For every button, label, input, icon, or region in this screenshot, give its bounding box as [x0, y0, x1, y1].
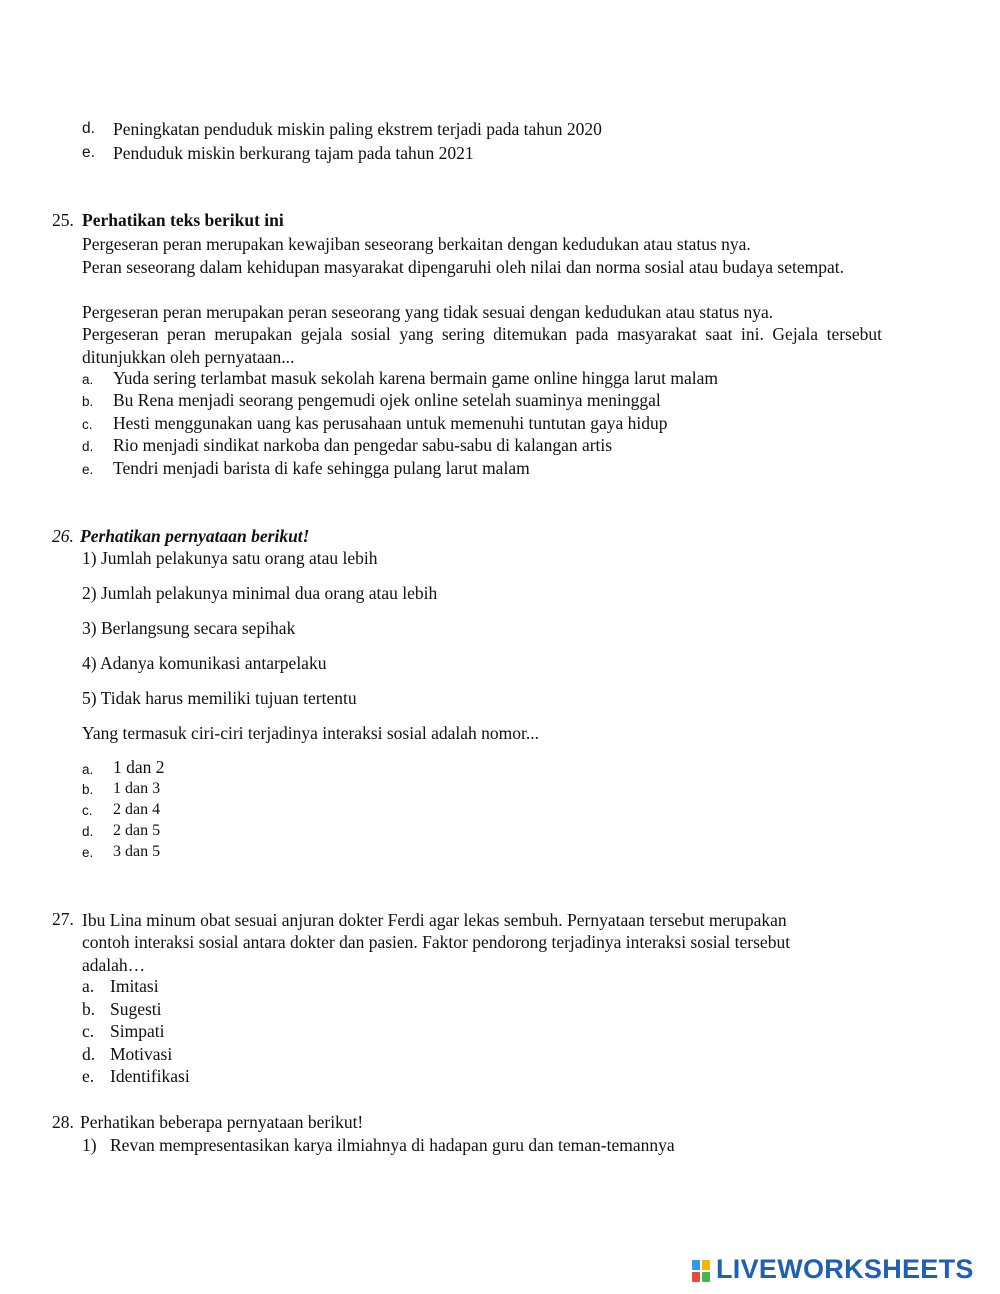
q26-option-d-label: d. — [82, 824, 94, 839]
q26-option-c-text: 2 dan 4 — [113, 801, 161, 818]
q27-question-line-3: adalah… — [82, 955, 146, 975]
q25-number: 25. — [52, 210, 74, 230]
logo-tile-3 — [692, 1272, 700, 1282]
q25-statement-1: Pergeseran peran merupakan kewajiban seseorang berkaitan dengan kedudukan atau status nya. — [82, 234, 751, 254]
q27-option-b-label: b. — [82, 999, 96, 1019]
q26-statement-5: 5) Tidak harus memiliki tujuan tertentu — [82, 688, 357, 708]
q24-option-d-label: d. — [82, 120, 95, 137]
q26-option-d-text: 2 dan 5 — [113, 822, 161, 839]
q28-statement-1-text: Revan mempresentasikan karya ilmiahnya di hadapan guru dan teman-temannya — [110, 1135, 675, 1155]
q27-option-e-label: e. — [82, 1066, 95, 1086]
q26-option-e-text: 3 dan 5 — [113, 843, 161, 860]
q26-option-a-label: a. — [82, 762, 94, 777]
q25-title: Perhatikan teks berikut ini — [82, 210, 284, 230]
q25-option-d-text: Rio menjadi sindikat narkoba dan pengedar sabu-sabu di kalangan artis — [113, 435, 613, 455]
logo-tile-2 — [702, 1260, 710, 1270]
liveworksheets-logo — [692, 1256, 992, 1286]
logo-tile-1 — [692, 1260, 700, 1270]
q26-statement-4: 4) Adanya komunikasi antarpelaku — [82, 653, 327, 673]
q24-option-d-text: Peningkatan penduduk miskin paling ekstrem terjadi pada tahun 2020 — [113, 119, 602, 139]
q27-option-a-text: Imitasi — [110, 976, 159, 996]
q27-question-line-1: Ibu Lina minum obat sesuai anjuran dokter Ferdi agar lekas sembuh. Pernyataan tersebut merupakan — [82, 910, 787, 930]
q24-option-e-label: e. — [82, 144, 95, 161]
q28-statement-1-label: 1) — [82, 1135, 97, 1155]
q25-statement-3: Pergeseran peran merupakan peran seseorang yang tidak sesuai dengan kedudukan atau status nya. — [82, 302, 774, 322]
q25-option-e-label: e. — [82, 462, 94, 477]
q25-option-c-label: c. — [82, 417, 93, 432]
q26-option-b-text: 1 dan 3 — [113, 780, 161, 797]
q26-statement-2: 2) Jumlah pelakunya minimal dua orang atau lebih — [82, 583, 438, 603]
q25-option-a-text: Yuda sering terlambat masuk sekolah karena bermain game online hingga larut malam — [113, 368, 719, 388]
q26-title: Perhatikan pernyataan berikut! — [80, 526, 310, 546]
q25-statement-4: Pergeseran peran merupakan gejala sosial yang sering ditemukan pada masyarakat saat ini. Gejala tersebut ditunjukkan oleh pernyataan... — [82, 324, 882, 367]
q27-question-line-2: contoh interaksi sosial antara dokter dan pasien. Faktor pendorong terjadinya interaksi sosial tersebut — [82, 932, 791, 952]
q27-option-c-text: Simpati — [110, 1021, 165, 1041]
q26-option-b-label: b. — [82, 782, 94, 797]
q27-option-b-text: Sugesti — [110, 999, 162, 1019]
q26-number: 26. — [52, 526, 74, 546]
q28-title: Perhatikan beberapa pernyataan berikut! — [80, 1112, 364, 1132]
q27-option-a-label: a. — [82, 976, 95, 996]
q26-statement-3: 3) Berlangsung secara sepihak — [82, 618, 296, 638]
logo-tiles-icon — [692, 1260, 710, 1282]
q27-option-d-label: d. — [82, 1044, 96, 1064]
q28-number: 28. — [52, 1112, 74, 1132]
q26-option-e-label: e. — [82, 845, 94, 860]
q27-option-c-label: c. — [82, 1021, 95, 1041]
q25-option-a-label: a. — [82, 372, 94, 387]
q25-option-c-text: Hesti menggunakan uang kas perusahaan untuk memenuhi tuntutan gaya hidup — [113, 413, 668, 433]
q25-option-b-label: b. — [82, 394, 94, 409]
q27-option-d-text: Motivasi — [110, 1044, 173, 1064]
q26-option-c-label: c. — [82, 803, 93, 818]
q26-prompt: Yang termasuk ciri-ciri terjadinya interaksi sosial adalah nomor... — [82, 723, 539, 743]
q25-option-b-text: Bu Rena menjadi seorang pengemudi ojek online setelah suaminya meninggal — [113, 390, 661, 410]
logo-text: LIVEWORKSHEETS — [716, 1254, 974, 1284]
q25-option-d-label: d. — [82, 439, 94, 454]
q26-statement-1: 1) Jumlah pelakunya satu orang atau lebih — [82, 548, 378, 568]
q25-statement-2: Peran seseorang dalam kehidupan masyarakat dipengaruhi oleh nilai dan norma sosial atau budaya setempat. — [82, 257, 844, 277]
q25-option-e-text: Tendri menjadi barista di kafe sehingga pulang larut malam — [113, 458, 530, 478]
q24-option-e-text: Penduduk miskin berkurang tajam pada tahun 2021 — [113, 143, 474, 163]
q27-number: 27. — [52, 909, 74, 929]
q26-option-a-text: 1 dan 2 — [113, 757, 165, 777]
q27-option-e-text: Identifikasi — [110, 1066, 190, 1086]
logo-tile-4 — [702, 1272, 710, 1282]
